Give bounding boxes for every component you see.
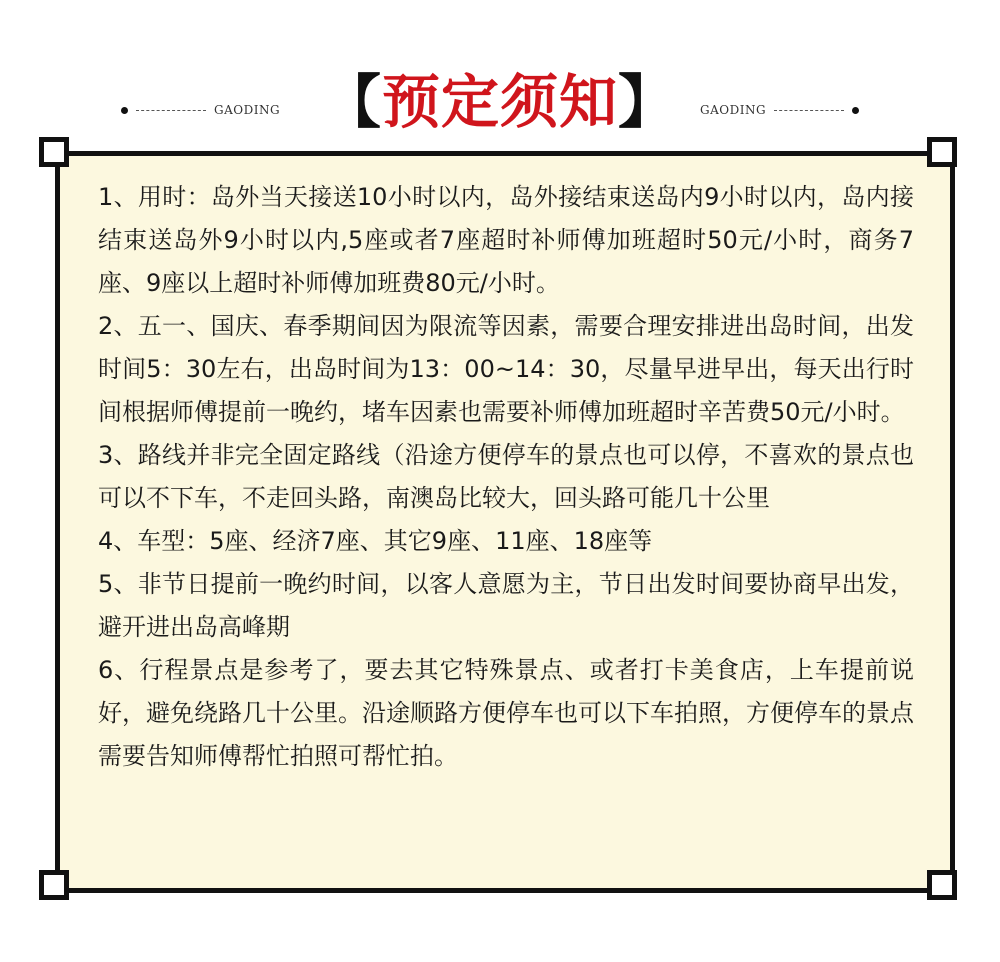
dot-icon [852, 107, 859, 114]
corner-square-top-right [927, 137, 957, 167]
corner-square-top-left [39, 137, 69, 167]
notice-item-5: 5、非节日提前一晚约时间，以客人意愿为主，节日出发时间要协商早出发，避开进出岛高峰期 [98, 570, 914, 641]
title-bracket-open: 【 [322, 68, 382, 136]
corner-square-bottom-right [927, 870, 957, 900]
notice-item-6: 6、行程景点是参考了，要去其它特殊景点、或者打卡美食店，上车提前说好，避免绕路几十公里。沿途顺路方便停车也可以下车拍照，方便停车的景点需要告知师傅帮忙拍照可帮忙拍。 [98, 656, 914, 770]
deco-label-right: GAODING [700, 103, 767, 117]
notice-item-2: 2、五一、国庆、春季期间因为限流等因素，需要合理安排进出岛时间，出发时间5：30左右，出岛时间为13：00~14：30，尽量早进早出，每天出行时间根据师傅提前一晚约，堵车因素也需要补师傅加班超时辛苦费50元/小时。 [98, 312, 914, 426]
title-bracket-close: 】 [618, 68, 678, 136]
notice-item-4: 4、车型：5座、经济7座、其它9座、11座、18座等 [98, 527, 653, 555]
dashed-line [774, 110, 844, 111]
notice-item-1: 1、用时：岛外当天接送10小时以内，岛外接结束送岛内9小时以内，岛内接结束送岛外9小时以内,5座或者7座超时补师傅加班超时50元/小时，商务7座、9座以上超时补师傅加班费80元/小时。 [98, 183, 914, 297]
title-text: 预定须知 [381, 68, 618, 136]
notice-item-3: 3、路线并非完全固定路线（沿途方便停车的景点也可以停，不喜欢的景点也可以不下车，不走回头路，南澳岛比较大，回头路可能几十公里 [98, 441, 914, 512]
header-decoration-right [700, 102, 859, 118]
deco-label-left: GAODING [214, 103, 281, 117]
notice-list [98, 176, 914, 778]
corner-square-bottom-left [39, 870, 69, 900]
header [0, 60, 1000, 150]
